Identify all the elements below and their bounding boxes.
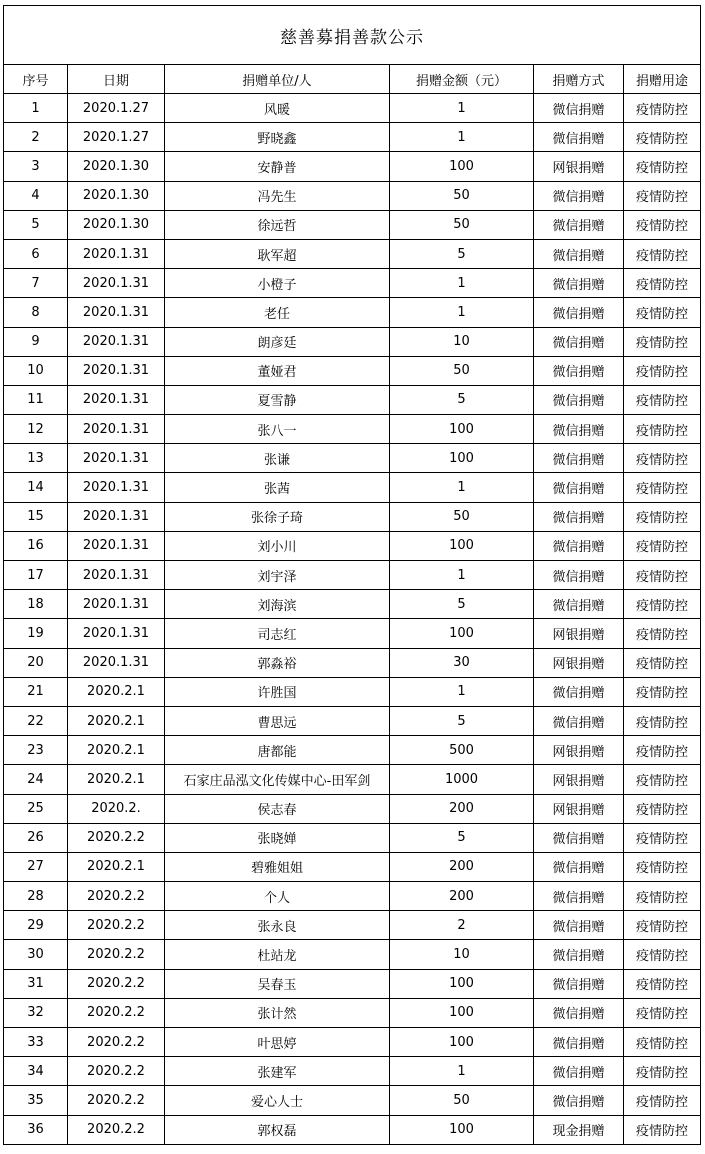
table-row <box>4 794 701 823</box>
cell-amount: 50 <box>390 181 534 210</box>
cell-donor: 野晓鑫 <box>165 123 390 152</box>
cell-method: 微信捐赠 <box>534 444 624 473</box>
column-header-purpose: 捐赠用途 <box>624 65 701 94</box>
cell-date: 2020.1.31 <box>68 356 165 385</box>
cell-date: 2020.1.31 <box>68 473 165 502</box>
cell-donor: 郭权磊 <box>165 1115 390 1144</box>
cell-index: 30 <box>4 940 68 969</box>
cell-purpose: 疫情防控 <box>624 706 701 735</box>
cell-date: 2020.2.1 <box>68 765 165 794</box>
donation-sheet <box>3 5 700 1145</box>
cell-amount: 50 <box>390 502 534 531</box>
cell-date: 2020.1.31 <box>68 502 165 531</box>
cell-donor: 张建军 <box>165 1057 390 1086</box>
cell-index: 3 <box>4 152 68 181</box>
cell-method: 微信捐赠 <box>534 911 624 940</box>
cell-date: 2020.2.2 <box>68 1086 165 1115</box>
cell-amount: 100 <box>390 152 534 181</box>
cell-method: 微信捐赠 <box>534 969 624 998</box>
cell-donor: 刘海滨 <box>165 590 390 619</box>
cell-purpose: 疫情防控 <box>624 911 701 940</box>
cell-date: 2020.1.27 <box>68 123 165 152</box>
table-row <box>4 590 701 619</box>
cell-donor: 小橙子 <box>165 269 390 298</box>
cell-index: 12 <box>4 415 68 444</box>
cell-method: 微信捐赠 <box>534 561 624 590</box>
table-row <box>4 94 701 123</box>
cell-donor: 张谦 <box>165 444 390 473</box>
cell-method: 微信捐赠 <box>534 823 624 852</box>
cell-date: 2020.2.2 <box>68 940 165 969</box>
cell-method: 微信捐赠 <box>534 1028 624 1057</box>
cell-date: 2020.1.31 <box>68 648 165 677</box>
cell-index: 31 <box>4 969 68 998</box>
cell-date: 2020.2.2 <box>68 911 165 940</box>
cell-donor: 董娅君 <box>165 356 390 385</box>
cell-method: 微信捐赠 <box>534 327 624 356</box>
cell-amount: 100 <box>390 1115 534 1144</box>
cell-amount: 200 <box>390 852 534 881</box>
cell-date: 2020.1.27 <box>68 94 165 123</box>
cell-amount: 500 <box>390 736 534 765</box>
cell-date: 2020.2.1 <box>68 852 165 881</box>
cell-donor: 司志红 <box>165 619 390 648</box>
cell-purpose: 疫情防控 <box>624 94 701 123</box>
cell-amount: 5 <box>390 385 534 414</box>
cell-purpose: 疫情防控 <box>624 385 701 414</box>
cell-method: 微信捐赠 <box>534 852 624 881</box>
cell-amount: 100 <box>390 444 534 473</box>
cell-donor: 张徐子琦 <box>165 502 390 531</box>
cell-donor: 张永良 <box>165 911 390 940</box>
cell-index: 8 <box>4 298 68 327</box>
cell-date: 2020.2.2 <box>68 1028 165 1057</box>
cell-donor: 张计然 <box>165 998 390 1027</box>
cell-date: 2020.2.2 <box>68 1057 165 1086</box>
cell-method: 微信捐赠 <box>534 882 624 911</box>
cell-purpose: 疫情防控 <box>624 794 701 823</box>
table-row <box>4 1028 701 1057</box>
cell-donor: 郭淼裕 <box>165 648 390 677</box>
cell-method: 网银捐赠 <box>534 765 624 794</box>
cell-index: 19 <box>4 619 68 648</box>
cell-purpose: 疫情防控 <box>624 152 701 181</box>
cell-amount: 30 <box>390 648 534 677</box>
cell-amount: 1 <box>390 123 534 152</box>
cell-amount: 1 <box>390 1057 534 1086</box>
cell-amount: 5 <box>390 823 534 852</box>
cell-donor: 风暖 <box>165 94 390 123</box>
cell-donor: 曹思远 <box>165 706 390 735</box>
cell-date: 2020.2. <box>68 794 165 823</box>
cell-method: 微信捐赠 <box>534 415 624 444</box>
cell-purpose: 疫情防控 <box>624 1086 701 1115</box>
cell-method: 微信捐赠 <box>534 269 624 298</box>
cell-amount: 100 <box>390 969 534 998</box>
cell-purpose: 疫情防控 <box>624 1057 701 1086</box>
cell-date: 2020.2.2 <box>68 998 165 1027</box>
cell-donor: 徐远哲 <box>165 210 390 239</box>
cell-index: 1 <box>4 94 68 123</box>
cell-purpose: 疫情防控 <box>624 998 701 1027</box>
cell-purpose: 疫情防控 <box>624 327 701 356</box>
cell-amount: 5 <box>390 239 534 268</box>
cell-amount: 1 <box>390 677 534 706</box>
cell-index: 22 <box>4 706 68 735</box>
cell-donor: 碧雅姐姐 <box>165 852 390 881</box>
cell-date: 2020.2.2 <box>68 1115 165 1144</box>
cell-index: 27 <box>4 852 68 881</box>
table-row <box>4 385 701 414</box>
cell-purpose: 疫情防控 <box>624 940 701 969</box>
column-header-method: 捐赠方式 <box>534 65 624 94</box>
table-row <box>4 327 701 356</box>
cell-date: 2020.1.30 <box>68 210 165 239</box>
column-header-amount: 捐赠金额（元） <box>390 65 534 94</box>
table-row <box>4 473 701 502</box>
table-row <box>4 852 701 881</box>
cell-index: 17 <box>4 561 68 590</box>
cell-date: 2020.1.31 <box>68 619 165 648</box>
cell-method: 微信捐赠 <box>534 210 624 239</box>
cell-purpose: 疫情防控 <box>624 765 701 794</box>
page-title: 慈善募捐善款公示 <box>4 6 701 65</box>
cell-date: 2020.1.31 <box>68 561 165 590</box>
cell-index: 11 <box>4 385 68 414</box>
cell-date: 2020.2.2 <box>68 969 165 998</box>
cell-index: 25 <box>4 794 68 823</box>
cell-purpose: 疫情防控 <box>624 590 701 619</box>
cell-index: 35 <box>4 1086 68 1115</box>
cell-date: 2020.1.30 <box>68 152 165 181</box>
cell-amount: 5 <box>390 590 534 619</box>
cell-method: 微信捐赠 <box>534 706 624 735</box>
cell-date: 2020.1.31 <box>68 531 165 560</box>
cell-method: 现金捐赠 <box>534 1115 624 1144</box>
cell-amount: 100 <box>390 1028 534 1057</box>
cell-date: 2020.1.31 <box>68 298 165 327</box>
cell-donor: 张茜 <box>165 473 390 502</box>
cell-index: 15 <box>4 502 68 531</box>
cell-method: 网银捐赠 <box>534 648 624 677</box>
table-row <box>4 531 701 560</box>
cell-amount: 1000 <box>390 765 534 794</box>
cell-index: 16 <box>4 531 68 560</box>
cell-index: 32 <box>4 998 68 1027</box>
table-row <box>4 911 701 940</box>
cell-method: 微信捐赠 <box>534 385 624 414</box>
table-row <box>4 677 701 706</box>
cell-purpose: 疫情防控 <box>624 269 701 298</box>
cell-index: 4 <box>4 181 68 210</box>
cell-amount: 1 <box>390 473 534 502</box>
cell-method: 网银捐赠 <box>534 736 624 765</box>
cell-method: 微信捐赠 <box>534 590 624 619</box>
cell-method: 微信捐赠 <box>534 998 624 1027</box>
cell-donor: 刘小川 <box>165 531 390 560</box>
cell-index: 9 <box>4 327 68 356</box>
cell-donor: 张八一 <box>165 415 390 444</box>
cell-amount: 1 <box>390 298 534 327</box>
cell-purpose: 疫情防控 <box>624 123 701 152</box>
cell-amount: 5 <box>390 706 534 735</box>
cell-method: 微信捐赠 <box>534 473 624 502</box>
cell-donor: 石家庄品泓文化传媒中心-田军剑 <box>165 765 390 794</box>
cell-date: 2020.1.31 <box>68 269 165 298</box>
table-row <box>4 239 701 268</box>
cell-amount: 200 <box>390 882 534 911</box>
cell-donor: 朗彦廷 <box>165 327 390 356</box>
cell-amount: 2 <box>390 911 534 940</box>
table-row <box>4 619 701 648</box>
cell-index: 6 <box>4 239 68 268</box>
cell-amount: 100 <box>390 619 534 648</box>
cell-amount: 50 <box>390 1086 534 1115</box>
cell-method: 微信捐赠 <box>534 123 624 152</box>
cell-index: 29 <box>4 911 68 940</box>
table-row <box>4 1115 701 1144</box>
cell-method: 微信捐赠 <box>534 181 624 210</box>
cell-donor: 唐都能 <box>165 736 390 765</box>
cell-method: 微信捐赠 <box>534 1086 624 1115</box>
cell-method: 微信捐赠 <box>534 356 624 385</box>
cell-index: 7 <box>4 269 68 298</box>
cell-purpose: 疫情防控 <box>624 181 701 210</box>
cell-date: 2020.1.30 <box>68 181 165 210</box>
cell-index: 21 <box>4 677 68 706</box>
cell-amount: 1 <box>390 94 534 123</box>
cell-purpose: 疫情防控 <box>624 415 701 444</box>
cell-amount: 50 <box>390 210 534 239</box>
cell-index: 28 <box>4 882 68 911</box>
cell-index: 13 <box>4 444 68 473</box>
cell-purpose: 疫情防控 <box>624 239 701 268</box>
cell-donor: 杜站龙 <box>165 940 390 969</box>
table-row <box>4 210 701 239</box>
table-row <box>4 736 701 765</box>
table-row <box>4 356 701 385</box>
cell-date: 2020.2.1 <box>68 736 165 765</box>
table-row <box>4 444 701 473</box>
column-header-date: 日期 <box>68 65 165 94</box>
cell-donor: 张晓婵 <box>165 823 390 852</box>
table-row <box>4 1086 701 1115</box>
column-header-donor: 捐赠单位/人 <box>165 65 390 94</box>
table-body <box>4 94 701 1145</box>
cell-date: 2020.2.2 <box>68 882 165 911</box>
cell-method: 微信捐赠 <box>534 1057 624 1086</box>
table-row <box>4 765 701 794</box>
table-row <box>4 415 701 444</box>
table-row <box>4 969 701 998</box>
cell-amount: 100 <box>390 415 534 444</box>
table-row <box>4 1057 701 1086</box>
cell-donor: 许胜国 <box>165 677 390 706</box>
table-row <box>4 181 701 210</box>
cell-date: 2020.1.31 <box>68 415 165 444</box>
cell-purpose: 疫情防控 <box>624 852 701 881</box>
cell-index: 20 <box>4 648 68 677</box>
cell-date: 2020.1.31 <box>68 590 165 619</box>
cell-method: 网银捐赠 <box>534 152 624 181</box>
cell-donor: 侯志春 <box>165 794 390 823</box>
cell-amount: 200 <box>390 794 534 823</box>
cell-donor: 冯先生 <box>165 181 390 210</box>
cell-date: 2020.2.1 <box>68 706 165 735</box>
cell-donor: 老任 <box>165 298 390 327</box>
cell-amount: 1 <box>390 561 534 590</box>
cell-date: 2020.1.31 <box>68 444 165 473</box>
cell-donor: 安静普 <box>165 152 390 181</box>
cell-amount: 10 <box>390 327 534 356</box>
cell-purpose: 疫情防控 <box>624 823 701 852</box>
cell-donor: 夏雪静 <box>165 385 390 414</box>
cell-date: 2020.2.1 <box>68 677 165 706</box>
cell-method: 网银捐赠 <box>534 619 624 648</box>
cell-purpose: 疫情防控 <box>624 561 701 590</box>
cell-method: 微信捐赠 <box>534 531 624 560</box>
table-row <box>4 940 701 969</box>
cell-amount: 10 <box>390 940 534 969</box>
cell-method: 微信捐赠 <box>534 239 624 268</box>
cell-method: 微信捐赠 <box>534 940 624 969</box>
cell-index: 23 <box>4 736 68 765</box>
cell-donor: 吴春玉 <box>165 969 390 998</box>
header-row <box>4 65 701 94</box>
cell-index: 26 <box>4 823 68 852</box>
cell-method: 网银捐赠 <box>534 794 624 823</box>
cell-method: 微信捐赠 <box>534 298 624 327</box>
cell-amount: 50 <box>390 356 534 385</box>
cell-donor: 叶思婷 <box>165 1028 390 1057</box>
cell-purpose: 疫情防控 <box>624 736 701 765</box>
table-row <box>4 152 701 181</box>
table-row <box>4 502 701 531</box>
cell-purpose: 疫情防控 <box>624 473 701 502</box>
table-row <box>4 269 701 298</box>
table-row <box>4 823 701 852</box>
cell-date: 2020.1.31 <box>68 385 165 414</box>
cell-date: 2020.1.31 <box>68 327 165 356</box>
cell-purpose: 疫情防控 <box>624 502 701 531</box>
cell-purpose: 疫情防控 <box>624 1028 701 1057</box>
column-header-index: 序号 <box>4 65 68 94</box>
table-row <box>4 123 701 152</box>
cell-method: 微信捐赠 <box>534 94 624 123</box>
table-row <box>4 298 701 327</box>
cell-method: 微信捐赠 <box>534 677 624 706</box>
cell-purpose: 疫情防控 <box>624 969 701 998</box>
cell-purpose: 疫情防控 <box>624 356 701 385</box>
cell-purpose: 疫情防控 <box>624 531 701 560</box>
cell-donor: 爱心人士 <box>165 1086 390 1115</box>
cell-index: 33 <box>4 1028 68 1057</box>
cell-amount: 100 <box>390 531 534 560</box>
cell-donor: 刘宇泽 <box>165 561 390 590</box>
cell-date: 2020.1.31 <box>68 239 165 268</box>
table-row <box>4 561 701 590</box>
cell-date: 2020.2.2 <box>68 823 165 852</box>
cell-index: 10 <box>4 356 68 385</box>
table-row <box>4 648 701 677</box>
cell-purpose: 疫情防控 <box>624 619 701 648</box>
cell-amount: 100 <box>390 998 534 1027</box>
cell-method: 微信捐赠 <box>534 502 624 531</box>
cell-index: 24 <box>4 765 68 794</box>
cell-donor: 个人 <box>165 882 390 911</box>
cell-index: 36 <box>4 1115 68 1144</box>
cell-purpose: 疫情防控 <box>624 444 701 473</box>
cell-index: 5 <box>4 210 68 239</box>
cell-index: 34 <box>4 1057 68 1086</box>
cell-purpose: 疫情防控 <box>624 210 701 239</box>
donation-table <box>3 5 701 1145</box>
cell-purpose: 疫情防控 <box>624 677 701 706</box>
table-row <box>4 998 701 1027</box>
cell-index: 18 <box>4 590 68 619</box>
cell-index: 14 <box>4 473 68 502</box>
cell-amount: 1 <box>390 269 534 298</box>
table-row <box>4 706 701 735</box>
cell-purpose: 疫情防控 <box>624 882 701 911</box>
cell-purpose: 疫情防控 <box>624 298 701 327</box>
cell-purpose: 疫情防控 <box>624 648 701 677</box>
table-row <box>4 882 701 911</box>
cell-purpose: 疫情防控 <box>624 1115 701 1144</box>
cell-donor: 耿军超 <box>165 239 390 268</box>
cell-index: 2 <box>4 123 68 152</box>
